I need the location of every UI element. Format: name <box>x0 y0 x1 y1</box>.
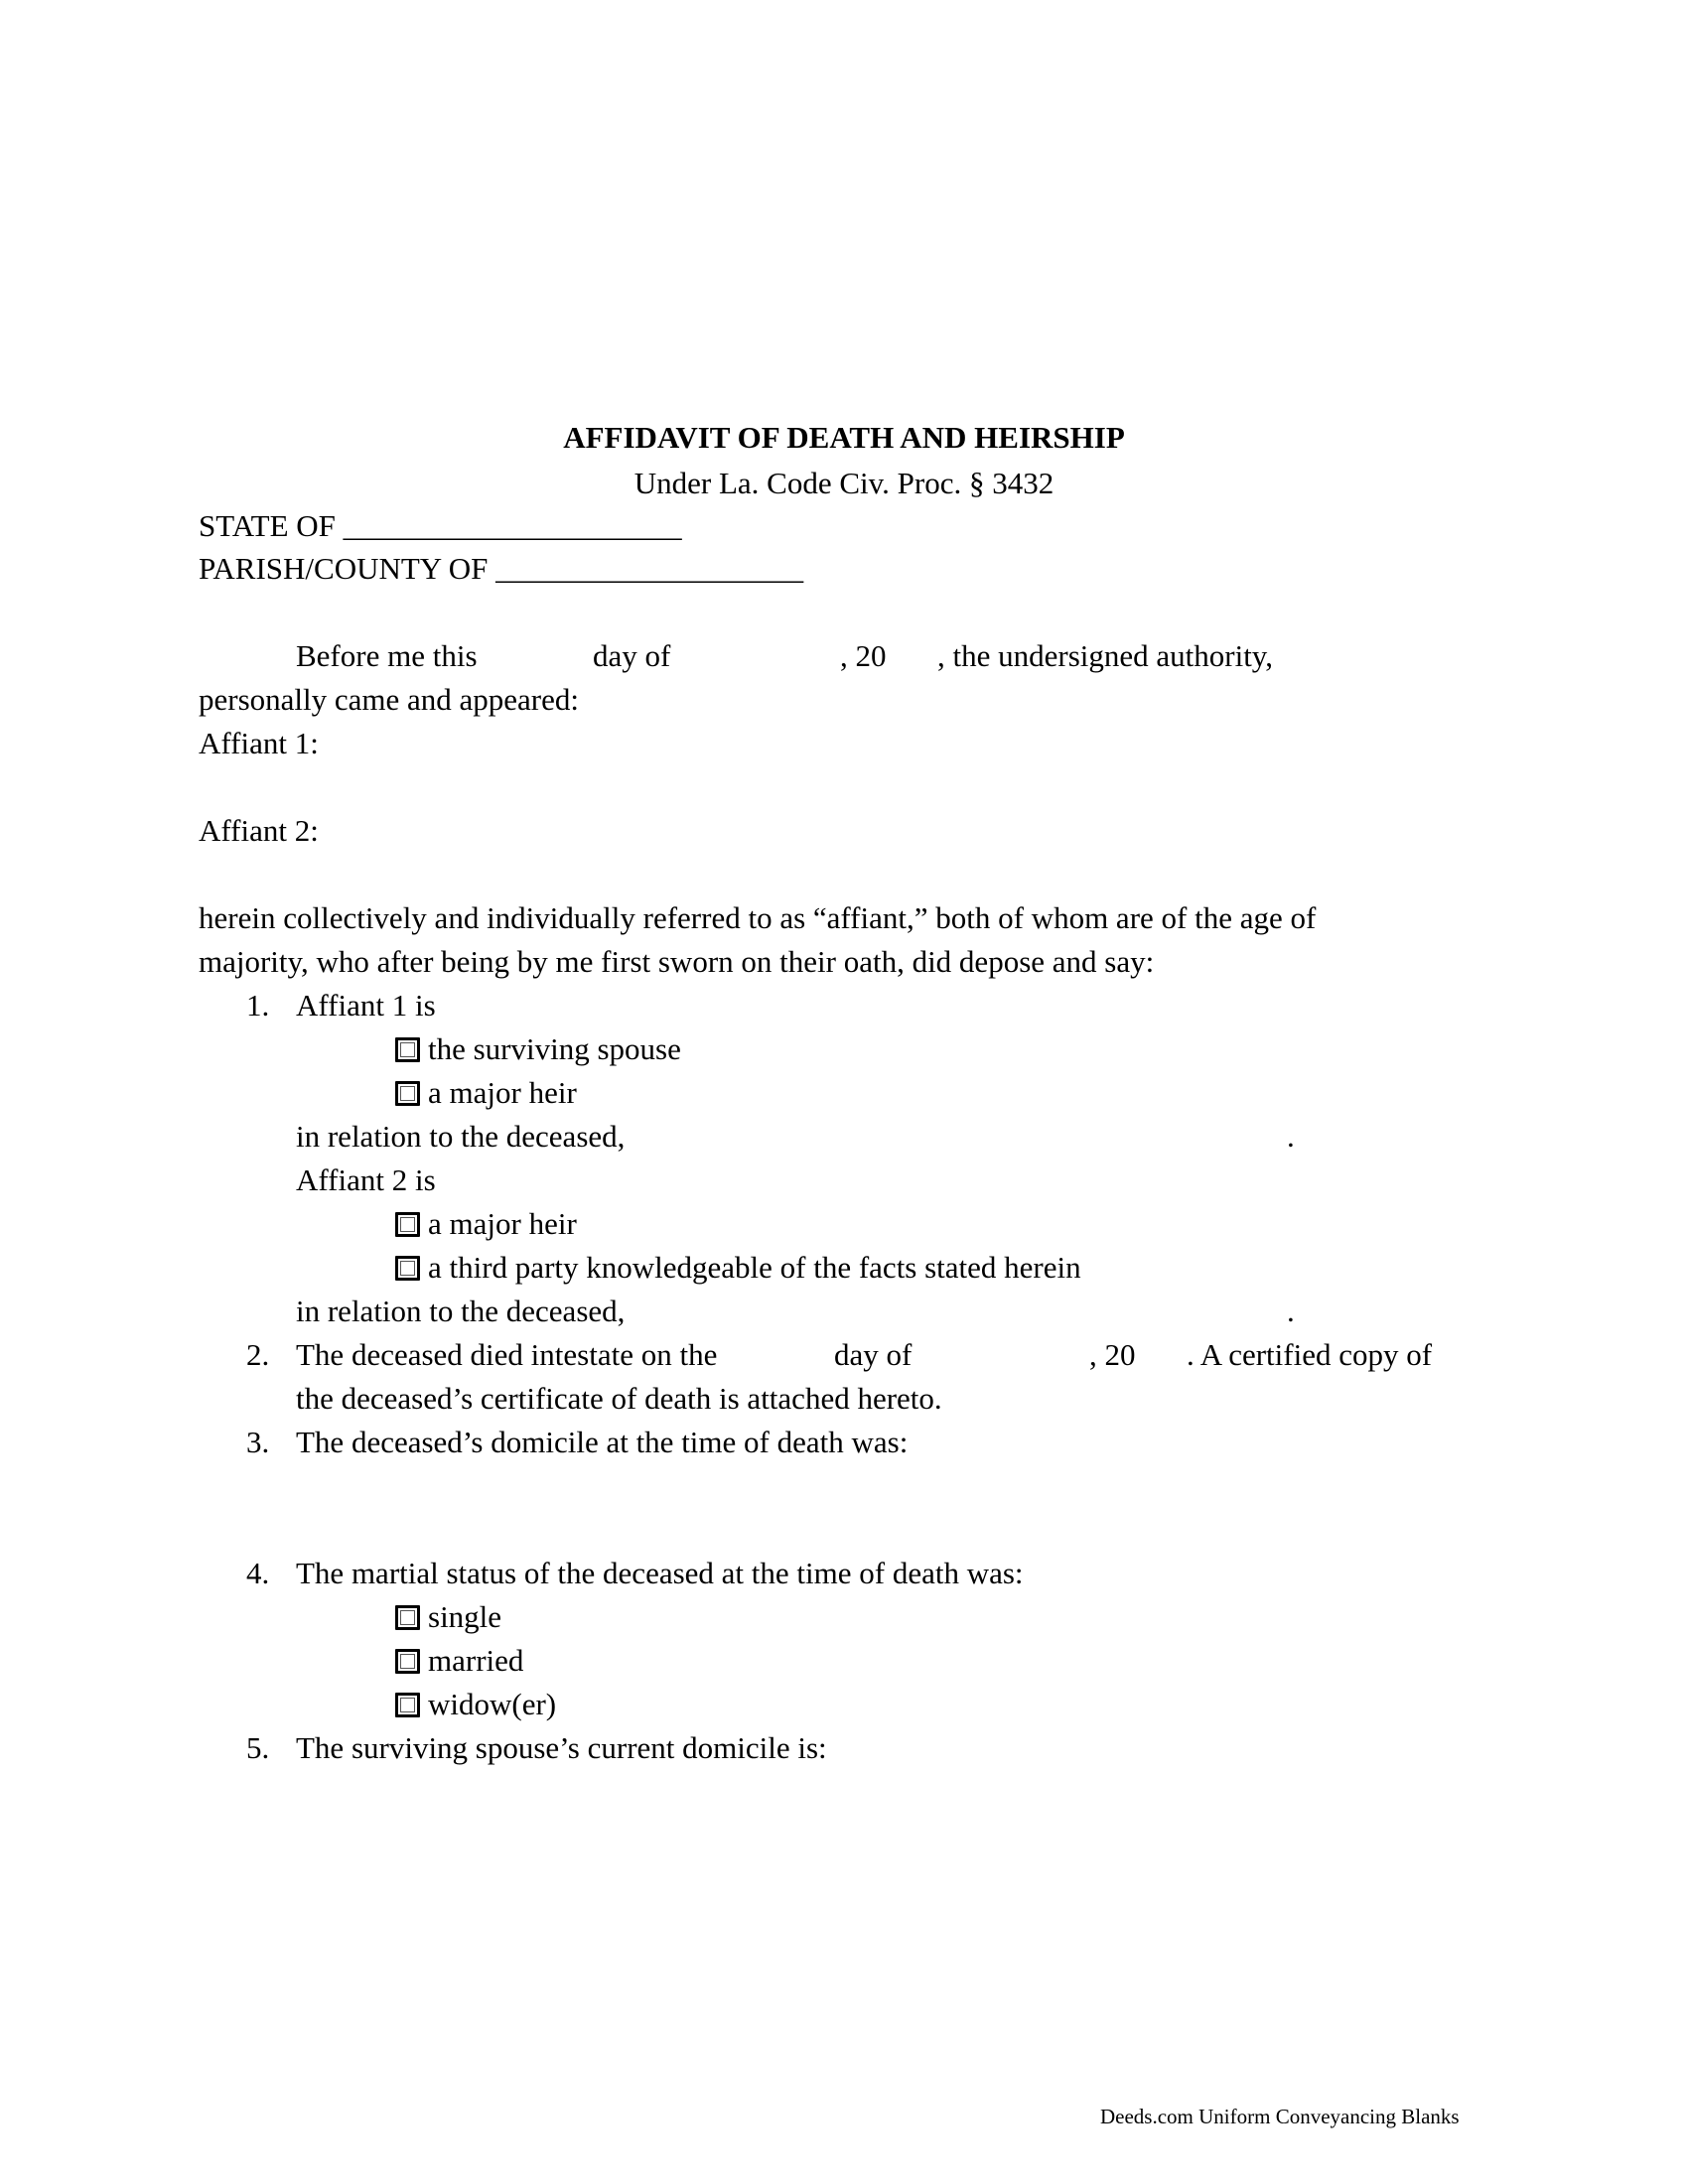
affiant-1-label: Affiant 1: <box>199 726 319 760</box>
state-of-line: STATE OF ______________________ <box>199 508 682 543</box>
document-title: AFFIDAVIT OF DEATH AND HEIRSHIP <box>563 420 1125 455</box>
item-2-number: 2. <box>246 1337 270 1372</box>
item-1-number: 1. <box>246 988 270 1023</box>
checkbox-major-heir-2[interactable] <box>395 1212 420 1237</box>
item-1-relation-2-period: . <box>1287 1294 1295 1328</box>
option-widow-label: widow(er) <box>428 1687 557 1721</box>
intro-day-of: day of <box>593 638 671 673</box>
parish-county-line: PARISH/COUNTY OF ____________________ <box>199 551 804 586</box>
intro-before-me: Before me this <box>296 638 478 673</box>
item-4-number: 4. <box>246 1556 270 1590</box>
option-third-party-label: a third party knowledgeable of the facts stated herein <box>428 1250 1081 1285</box>
item-2-died-intestate: The deceased died intestate on the <box>296 1337 718 1372</box>
option-major-heir-2-label: a major heir <box>428 1206 577 1241</box>
collective-text-line-2: majority, who after being by me first sworn on their oath, did depose and say: <box>199 944 1155 979</box>
item-1-relation-2: in relation to the deceased, <box>296 1294 626 1328</box>
item-1-affiant-2-is: Affiant 2 is <box>296 1162 436 1197</box>
option-single-label: single <box>428 1599 502 1634</box>
footer-attribution: Deeds.com Uniform Conveyancing Blanks <box>1100 2105 1460 2128</box>
option-surviving-spouse <box>395 1033 681 1064</box>
checkbox-third-party[interactable] <box>395 1256 420 1281</box>
option-major-heir-1-label: a major heir <box>428 1075 577 1110</box>
item-5-text: The surviving spouse’s current domicile is: <box>296 1730 827 1765</box>
checkbox-single[interactable] <box>395 1605 420 1630</box>
intro-appeared: personally came and appeared: <box>199 682 580 717</box>
item-2-year: , 20 <box>1089 1337 1136 1372</box>
intro-authority: , the undersigned authority, <box>937 638 1274 673</box>
option-single <box>395 1601 501 1632</box>
item-3-text: The deceased’s domicile at the time of death was: <box>296 1425 909 1459</box>
option-major-heir-1 <box>395 1077 577 1108</box>
item-1-affiant-1-is: Affiant 1 is <box>296 988 436 1023</box>
item-1-relation-1-period: . <box>1287 1119 1295 1154</box>
option-married-label: married <box>428 1643 524 1678</box>
item-2-day-of: day of <box>834 1337 913 1372</box>
checkbox-major-heir-1[interactable] <box>395 1081 420 1106</box>
item-3-number: 3. <box>246 1425 270 1459</box>
checkbox-widow[interactable] <box>395 1693 420 1717</box>
item-1-relation-1: in relation to the deceased, <box>296 1119 626 1154</box>
item-2-line-2: the deceased’s certificate of death is attached hereto. <box>296 1381 942 1416</box>
option-third-party <box>395 1252 1081 1283</box>
intro-year: , 20 <box>840 638 887 673</box>
option-major-heir-2 <box>395 1208 577 1239</box>
document-subtitle: Under La. Code Civ. Proc. § 3432 <box>633 466 1055 500</box>
option-married <box>395 1645 523 1676</box>
item-2-certified-copy: . A certified copy of <box>1187 1337 1433 1372</box>
checkbox-married[interactable] <box>395 1649 420 1674</box>
item-5-number: 5. <box>246 1730 270 1765</box>
option-widow <box>395 1689 556 1719</box>
affiant-2-label: Affiant 2: <box>199 813 319 848</box>
option-surviving-spouse-label: the surviving spouse <box>428 1031 681 1066</box>
checkbox-surviving-spouse[interactable] <box>395 1037 420 1062</box>
collective-text-line-1: herein collectively and individually referred to as “affiant,” both of whom are of the age of <box>199 900 1317 935</box>
item-4-text: The martial status of the deceased at the time of death was: <box>296 1556 1024 1590</box>
